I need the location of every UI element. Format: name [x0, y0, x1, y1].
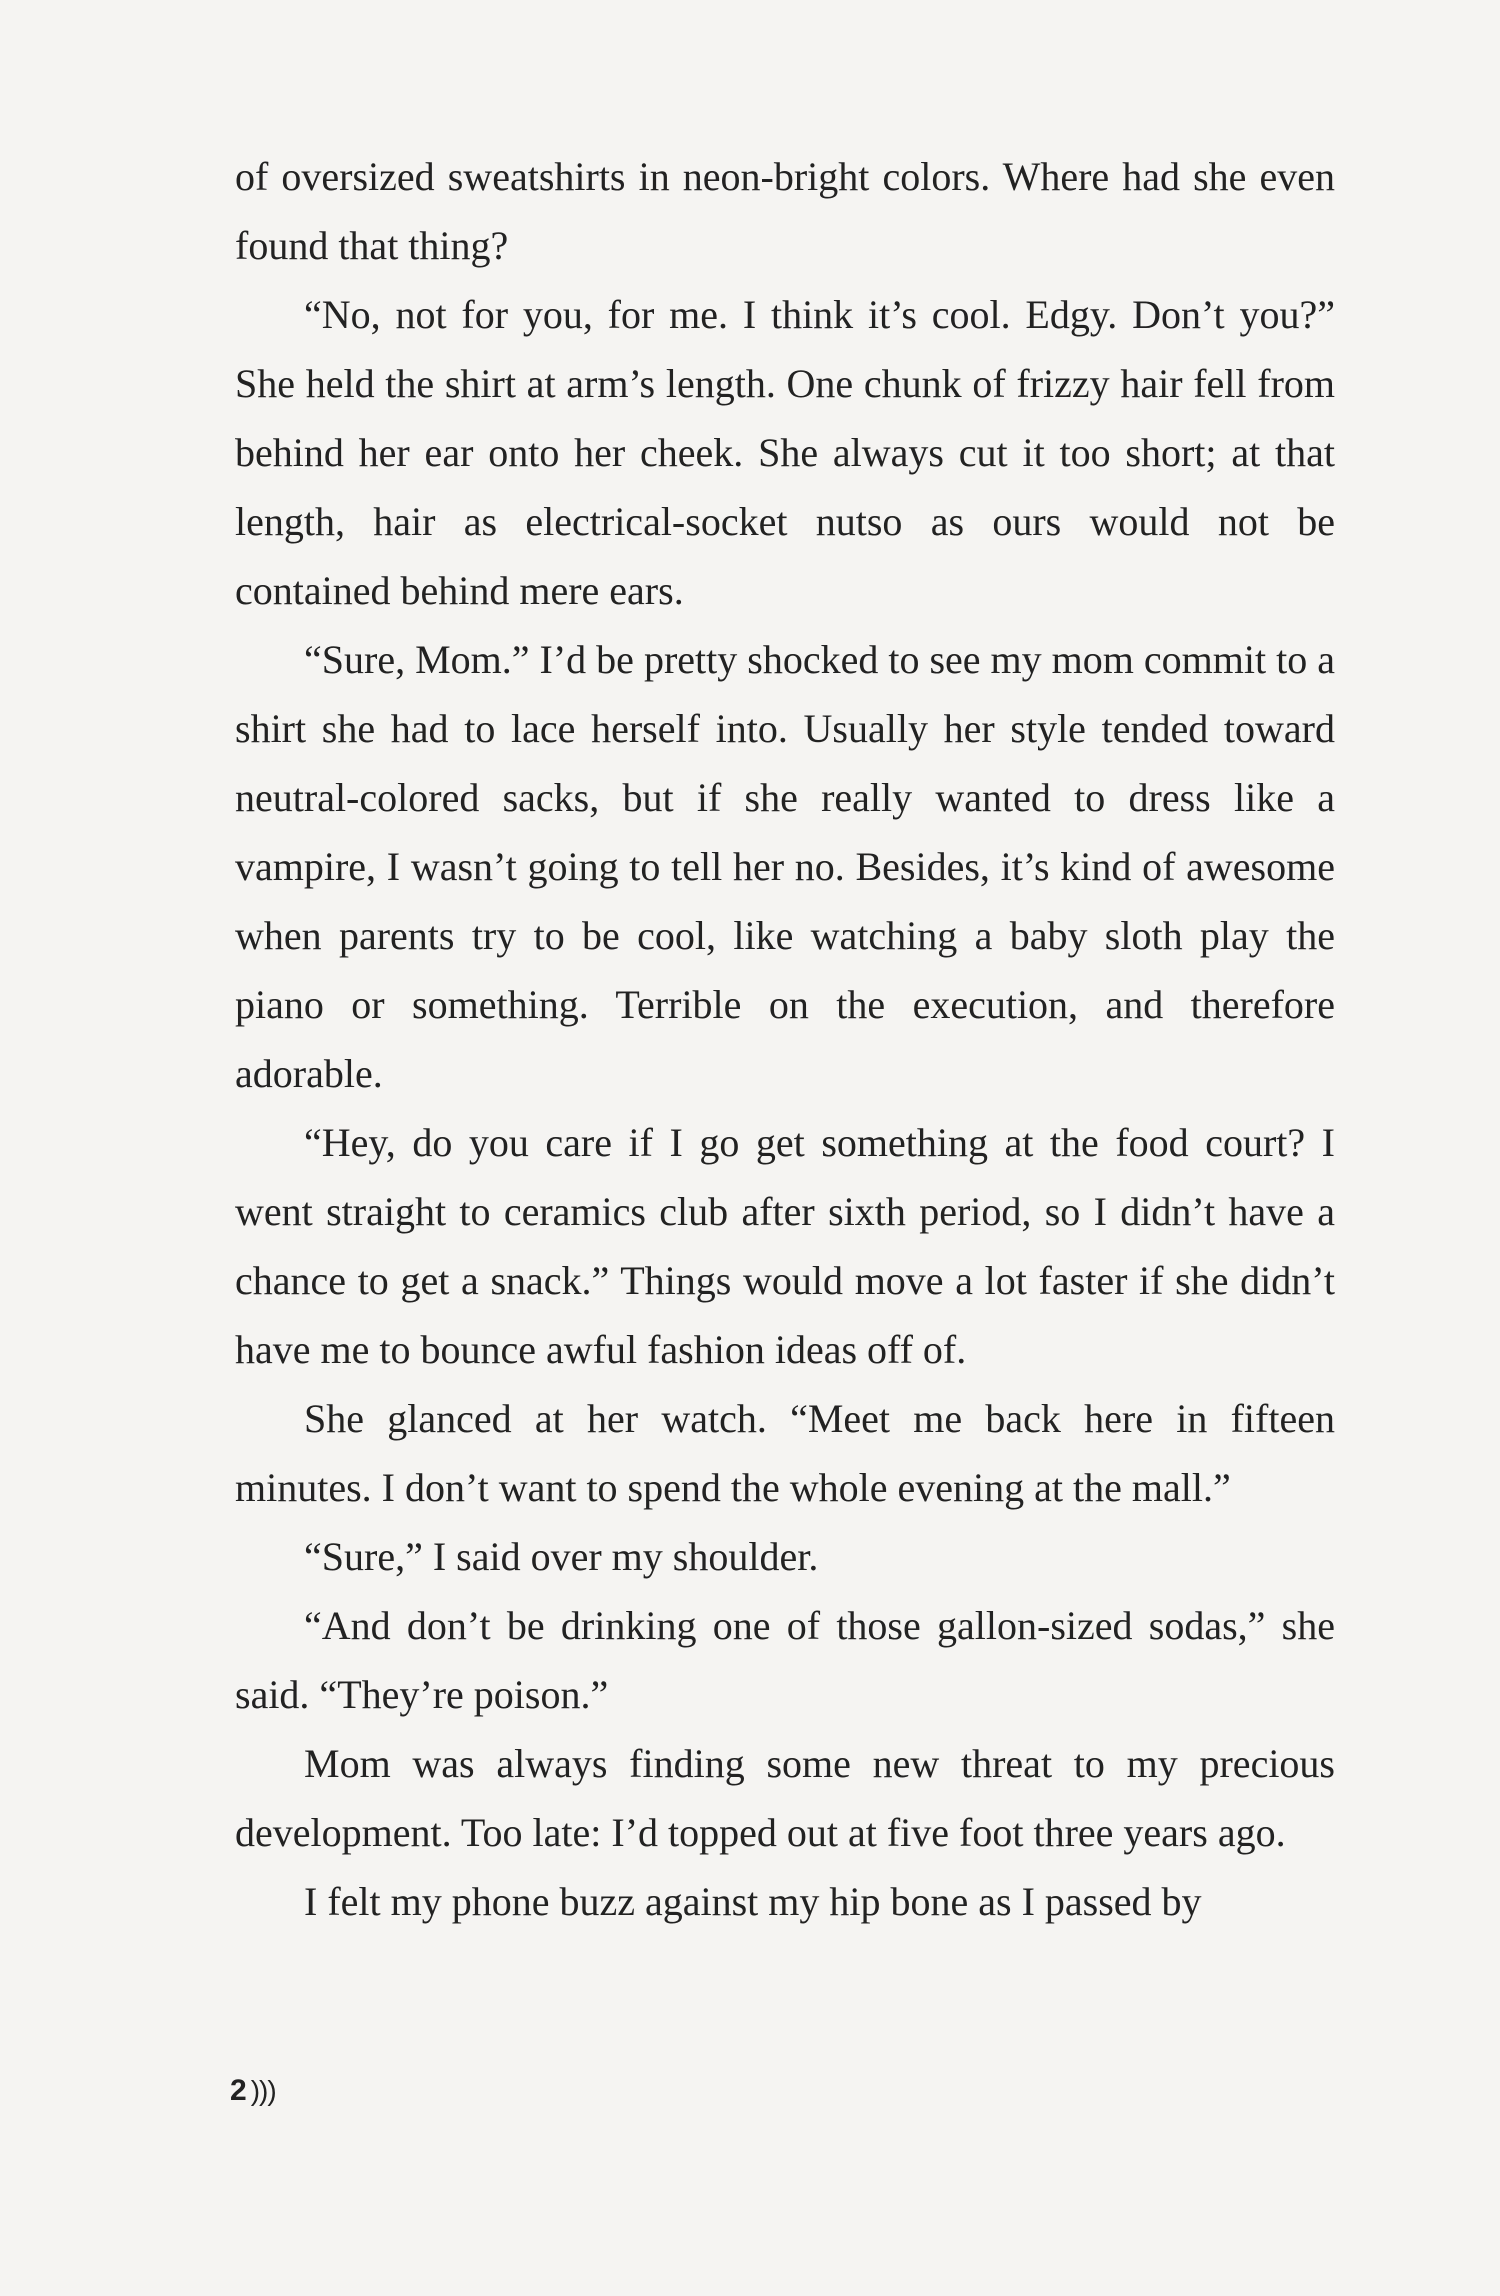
page-number-value: 2	[230, 2074, 247, 2107]
paragraph-1: of oversized sweatshirts in neon-bright colors. Where had she even found that thing?	[235, 154, 1335, 268]
paragraph-4: “Hey, do you care if I go get something at the food court? I went straight to ceramics club after sixth period, so I didn’t have a chance to get a snack.” Things would move a lot faster if she didn’t have me to bounce awful fashion ideas off of.	[235, 1120, 1335, 1372]
paragraph-2: “No, not for you, for me. I think it’s cool. Edgy. Don’t you?” She held the shirt at arm’s length. One chunk of frizzy hair fell from behind her ear onto her cheek. She always cut it too short; at that length, hair as electrical-socket nutso as ours would not be contained behind mere ears.	[235, 292, 1335, 613]
paragraph-9: I felt my phone buzz against my hip bone as I passed by	[304, 1879, 1202, 1924]
page-number	[230, 2074, 276, 2108]
folio-ornament: )))	[250, 2075, 276, 2106]
paragraph-6: “Sure,” I said over my shoulder.	[304, 1534, 819, 1579]
paragraph-5: She glanced at her watch. “Meet me back here in fifteen minutes. I don’t want to spend the whole evening at the mall.”	[235, 1396, 1335, 1510]
paragraph-7: “And don’t be drinking one of those gallon-sized sodas,” she said. “They’re poison.”	[235, 1603, 1335, 1717]
paragraph-8: Mom was always finding some new threat to my precious development. Too late: I’d topped out at five foot three years ago.	[235, 1741, 1335, 1855]
body-text	[235, 142, 1335, 1936]
paragraph-3: “Sure, Mom.” I’d be pretty shocked to see my mom commit to a shirt she had to lace herself into. Usually her style tended toward neutral-colored sacks, but if she really wanted to dress like a vampire, I wasn’t going to tell her no. Besides, it’s kind of awesome when parents try to be cool, like watching a baby sloth play the piano or something. Terrible on the execution, and therefore adorable.	[235, 637, 1335, 1096]
